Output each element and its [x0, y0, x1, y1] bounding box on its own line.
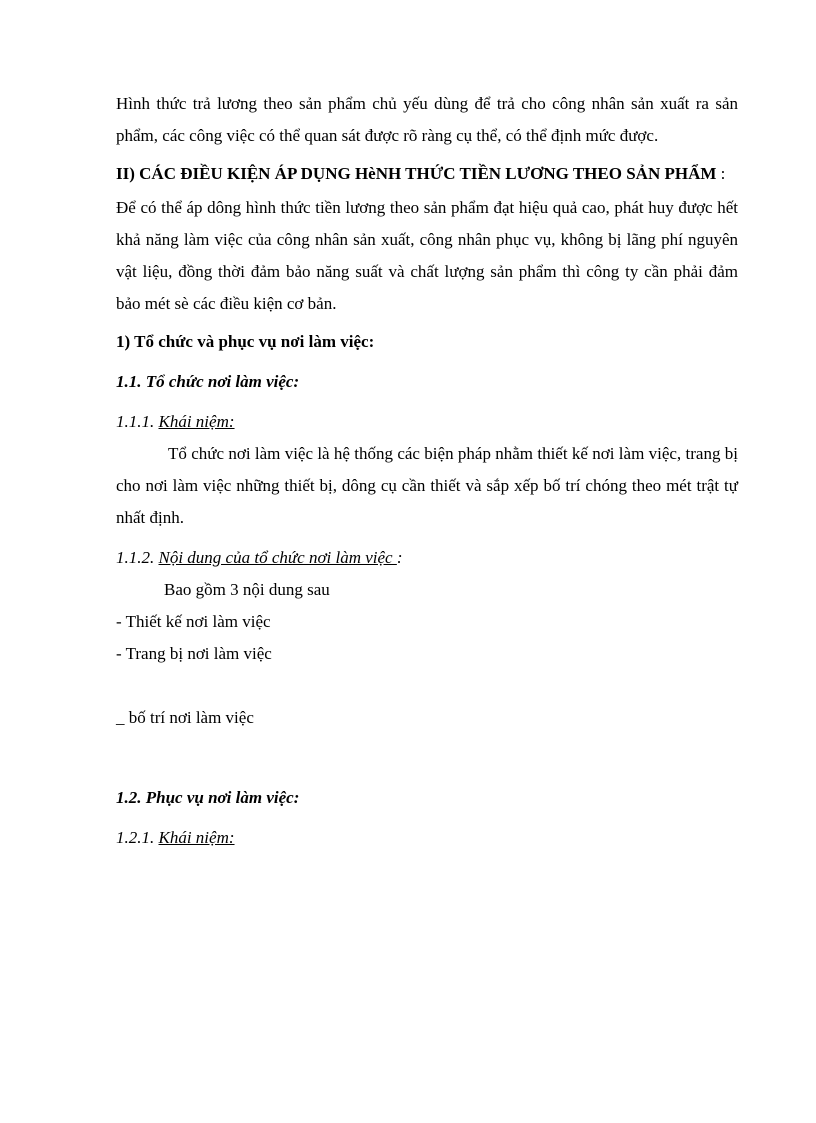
list-item: _ bố trí nơi làm việc — [116, 708, 254, 727]
subsection-number-1-2-1: 1.2.1. — [116, 828, 159, 847]
subsection-heading-1-2: 1.2. Phục vụ nơi làm việc: — [116, 788, 300, 807]
intro-paragraph: Hình thức trả lương theo sản phẩm chủ yếu dùng để trả cho công nhân sản xuất ra sản phẩm, các công việc có thể quan sát được rõ ràng cụ thể, có thể định mức được. — [116, 94, 738, 145]
section-heading-ii — [116, 158, 738, 190]
section-heading-ii-colon: : — [716, 164, 726, 183]
list-item: - Thiết kế nơi làm việc — [116, 612, 271, 631]
subsection-heading-1: 1) Tổ chức và phục vụ nơi làm việc: — [116, 332, 375, 351]
subsection-number-1-1-1: 1.1.1. — [116, 412, 159, 431]
subsection-title-1-1-1: Khái niệm: — [158, 412, 235, 431]
blank-line — [116, 734, 738, 774]
subsection-colon-1-1-2: : — [396, 548, 403, 567]
section-heading-ii-text: II) CÁC ĐIỀU KIỆN ÁP DỤNG HèNH THỨC TIỀN LƯƠNG THEO SẢN PHẨM — [116, 164, 717, 183]
subsection-heading-1-2-1 — [116, 822, 738, 854]
blank-line — [116, 670, 738, 702]
subsection-title-1-2-1: Khái niệm: — [158, 828, 235, 847]
subsection-heading-1-1-2 — [116, 542, 738, 574]
subsection-number-1-1-2: 1.1.2. — [116, 548, 159, 567]
list-item: - Trang bị nơi làm việc — [116, 644, 272, 663]
document-page — [116, 88, 738, 854]
subsection-heading-1-1: 1.1. Tổ chức nơi làm việc: — [116, 372, 300, 391]
subsection-heading-1-1-1 — [116, 406, 738, 438]
conditions-paragraph: Để có thể áp dông hình thức tiền lương theo sản phẩm đạt hiệu quả cao, phát huy được hết khả năng làm việc của công nhân sản xuất, công nhân phục vụ, không bị lãng phí nguyên vật liệu, đồng thời đảm bảo năng suất và chất lượng sản phẩm thì công ty cần phải đảm bảo mét sè các điều kiện cơ bản. — [116, 198, 738, 313]
definition-paragraph: Tổ chức nơi làm việc là hệ thống các biện pháp nhằm thiết kế nơi làm việc, trang bị cho nơi làm việc những thiết bị, dông cụ cần thiết và sắp xếp bố trí chóng theo mét trật tự nhất định. — [116, 444, 738, 527]
subsection-title-1-1-2: Nội dung của tổ chức nơi làm việc — [158, 548, 397, 567]
contents-intro: Bao gồm 3 nội dung sau — [164, 580, 330, 599]
